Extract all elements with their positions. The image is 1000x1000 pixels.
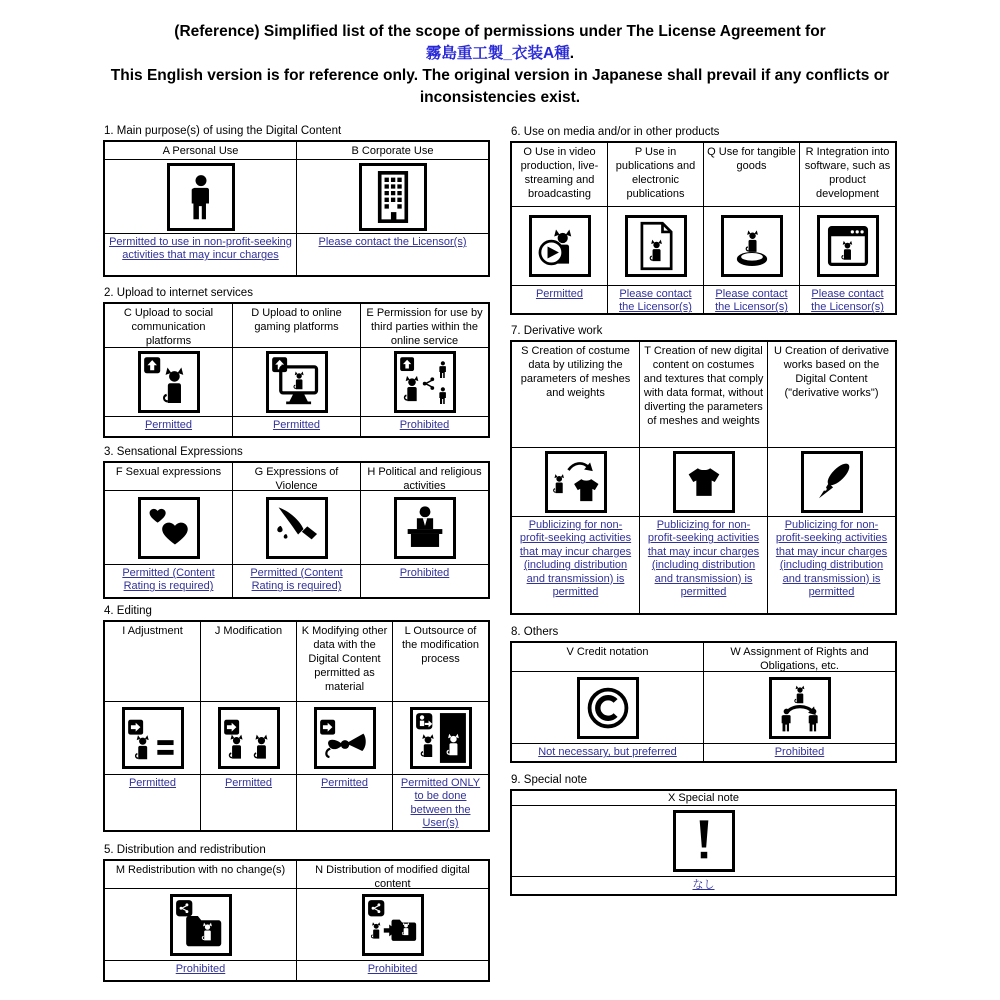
status-link[interactable]: Publicizing for non-profit-seeking activities that may incur charges (including distribution and transmission) is permitted xyxy=(647,519,760,599)
status-link[interactable]: Publicizing for non-profit-seeking activities that may incur charges (including distribution and transmission) is permitted xyxy=(519,519,632,599)
section-label: 4. Editing xyxy=(104,605,152,617)
section-upload xyxy=(103,287,490,438)
cell-header-l: L Outsource of the modification process xyxy=(393,622,488,702)
status-cell-w xyxy=(704,744,895,761)
modify-two-cats-icon xyxy=(218,707,280,769)
status-cell-l xyxy=(393,775,488,830)
section-special-note xyxy=(510,774,897,896)
status-link[interactable]: Permitted (Content Rating is required) xyxy=(122,567,215,593)
software-window-cat-icon xyxy=(817,215,879,277)
cell-header-g: G Expressions of Violence xyxy=(233,463,361,491)
page-title xyxy=(60,21,940,109)
status-cell-c xyxy=(105,417,233,436)
cell-header-e: E Permission for use by third parties within the online service xyxy=(361,304,488,348)
section-derivative-work xyxy=(510,325,897,615)
icon-cell-p xyxy=(608,207,704,286)
status-cell-e xyxy=(361,417,488,436)
section-label: 5. Distribution and redistribution xyxy=(104,844,266,856)
share-modified-folder-icon xyxy=(362,894,424,956)
cell-header-j: J Modification xyxy=(201,622,297,702)
status-link[interactable]: Permitted xyxy=(320,777,369,789)
cell-header-m: M Redistribution with no change(s) xyxy=(105,861,297,889)
status-link[interactable]: Permitted (Content Rating is required) xyxy=(250,567,343,593)
adjust-cat-equals-icon xyxy=(122,707,184,769)
status-cell-s xyxy=(512,517,640,613)
status-link[interactable]: Please contact the Licensor(s) xyxy=(619,288,692,314)
status-link[interactable]: Permitted xyxy=(535,288,584,300)
cell-header-c: C Upload to social communication platforms xyxy=(105,304,233,348)
section-label: 3. Sensational Expressions xyxy=(104,446,243,458)
assignment-people-cat-icon xyxy=(769,677,831,739)
cell-header-h: H Political and religious activities xyxy=(361,463,488,491)
status-link[interactable]: Permitted xyxy=(128,777,177,789)
cat-to-costume-icon xyxy=(545,451,607,513)
fountain-pen-icon xyxy=(801,451,863,513)
podium-speaker-icon xyxy=(394,497,456,559)
copyright-icon xyxy=(577,677,639,739)
icon-cell-u xyxy=(768,448,895,517)
status-cell-p xyxy=(608,286,704,313)
status-link[interactable]: Prohibited xyxy=(774,746,825,758)
icon-cell-q xyxy=(704,207,800,286)
upload-share-third-parties-icon xyxy=(394,351,456,413)
section-label: 6. Use on media and/or in other products xyxy=(511,126,720,138)
icon-cell-b xyxy=(297,160,488,234)
section-label: 2. Upload to internet services xyxy=(104,287,253,299)
section-others xyxy=(510,626,897,763)
status-cell-u xyxy=(768,517,895,613)
icon-cell-i xyxy=(105,702,201,775)
icon-cell-m xyxy=(105,889,297,961)
cell-header-u: U Creation of derivative works based on the Digital Content ("derivative works") xyxy=(768,342,895,448)
status-cell-q xyxy=(704,286,800,313)
video-play-cat-icon xyxy=(529,215,591,277)
icon-cell-j xyxy=(201,702,297,775)
cell-header-k: K Modifying other data with the Digital Content permitted as material xyxy=(297,622,393,702)
status-cell-j xyxy=(201,775,297,830)
status-cell-v xyxy=(512,744,704,761)
title-line-2: This English version is for reference only. The original version in Japanese shall prevail if any conflicts or inconsistencies exist. xyxy=(110,67,890,106)
status-link[interactable]: Prohibited xyxy=(399,419,450,431)
costume-icon xyxy=(673,451,735,513)
cell-header-p: P Use in publications and electronic publications xyxy=(608,143,704,207)
status-cell-b xyxy=(297,234,488,275)
cell-header-t: T Creation of new digital content on costumes and textures that comply with data format, without diverting the parameters of meshes and weights xyxy=(640,342,768,448)
icon-cell-n xyxy=(297,889,488,961)
icon-cell-r xyxy=(800,207,895,286)
status-link[interactable]: Permitted to use in non-profit-seeking activities that may incur charges xyxy=(109,236,292,262)
cell-header-o: O Use in video production, live-streaming and broadcasting xyxy=(512,143,608,207)
status-link[interactable]: Permitted xyxy=(144,419,193,431)
cell-header-b: B Corporate Use xyxy=(297,142,488,160)
section-main-purpose xyxy=(103,125,490,277)
cell-header-v: V Credit notation xyxy=(512,643,704,672)
upload-monitor-cat-icon xyxy=(266,351,328,413)
tangible-figure-cat-icon xyxy=(721,215,783,277)
status-link[interactable]: Permitted xyxy=(272,419,321,431)
status-cell-r xyxy=(800,286,895,313)
icon-cell-a xyxy=(105,160,297,234)
icon-cell-e xyxy=(361,348,488,417)
icon-cell-w xyxy=(704,672,895,744)
section-editing xyxy=(103,605,490,832)
title-subject-period: . xyxy=(569,45,575,62)
status-link[interactable]: Please contact the Licensor(s) xyxy=(318,236,467,248)
document-cat-icon xyxy=(625,215,687,277)
cell-header-w: W Assignment of Rights and Obligations, etc. xyxy=(704,643,895,672)
status-link[interactable]: Prohibited xyxy=(367,963,418,975)
section-label: 7. Derivative work xyxy=(511,325,603,337)
cell-header-s: S Creation of costume data by utilizing the parameters of meshes and weights xyxy=(512,342,640,448)
section-sensational xyxy=(103,446,490,599)
title-line-1: (Reference) Simplified list of the scope of permissions under The License Agreement for xyxy=(174,23,826,40)
icon-cell-g xyxy=(233,491,361,565)
status-link[interactable]: Permitted ONLY to be done between the User(s) xyxy=(400,777,481,830)
section-distribution xyxy=(103,844,490,982)
cell-header-d: D Upload to online gaming platforms xyxy=(233,304,361,348)
icon-cell-s xyxy=(512,448,640,517)
icon-cell-v xyxy=(512,672,704,744)
status-link[interactable]: Permitted xyxy=(224,777,273,789)
building-icon xyxy=(359,163,427,231)
icon-cell-k xyxy=(297,702,393,775)
cell-header-x: X Special note xyxy=(512,791,895,806)
status-cell-o xyxy=(512,286,608,313)
section-label: 1. Main purpose(s) of using the Digital Content xyxy=(104,125,342,137)
status-link[interactable]: Publicizing for non-profit-seeking activities that may incur charges (including distribution and transmission) is permitted xyxy=(775,519,888,599)
cell-header-a: A Personal Use xyxy=(105,142,297,160)
title-subject-jp: 霧島重工製_衣装A種 xyxy=(425,45,570,62)
status-cell-f xyxy=(105,565,233,597)
icon-cell-t xyxy=(640,448,768,517)
cell-header-n: N Distribution of modified digital content xyxy=(297,861,488,889)
status-link[interactable]: Please contact the Licensor(s) xyxy=(715,288,788,314)
status-link[interactable]: Prohibited xyxy=(175,963,226,975)
icon-cell-c xyxy=(105,348,233,417)
status-cell-n xyxy=(297,961,488,980)
status-cell-h xyxy=(361,565,488,597)
status-link[interactable]: Prohibited xyxy=(399,567,450,579)
cell-header-r: R Integration into software, such as product development xyxy=(800,143,895,207)
section-label: 8. Others xyxy=(511,626,559,638)
section-media-products xyxy=(510,126,897,315)
icon-cell-x xyxy=(512,806,895,877)
icon-cell-o xyxy=(512,207,608,286)
icon-cell-l xyxy=(393,702,488,775)
status-cell-i xyxy=(105,775,201,830)
hearts-icon xyxy=(138,497,200,559)
status-link[interactable]: Not necessary, but preferred xyxy=(538,746,677,758)
status-cell-a xyxy=(105,234,297,275)
cell-header-q: Q Use for tangible goods xyxy=(704,143,800,207)
status-link[interactable]: Please contact the Licensor(s) xyxy=(811,288,884,314)
outsource-cats-icon xyxy=(410,707,472,769)
icon-cell-d xyxy=(233,348,361,417)
section-label: 9. Special note xyxy=(511,774,588,786)
knife-blood-icon xyxy=(266,497,328,559)
upload-cat-icon xyxy=(138,351,200,413)
status-cell-g xyxy=(233,565,361,597)
status-cell-m xyxy=(105,961,297,980)
status-link[interactable]: なし xyxy=(692,879,715,891)
share-folder-cat-icon xyxy=(170,894,232,956)
exclamation-icon xyxy=(673,810,735,872)
cell-header-i: I Adjustment xyxy=(105,622,201,702)
status-cell-t xyxy=(640,517,768,613)
icon-cell-f xyxy=(105,491,233,565)
status-cell-x xyxy=(512,877,895,894)
status-cell-d xyxy=(233,417,361,436)
status-cell-k xyxy=(297,775,393,830)
modify-ribbon-icon xyxy=(314,707,376,769)
person-icon xyxy=(167,163,235,231)
cell-header-f: F Sexual expressions xyxy=(105,463,233,491)
icon-cell-h xyxy=(361,491,488,565)
